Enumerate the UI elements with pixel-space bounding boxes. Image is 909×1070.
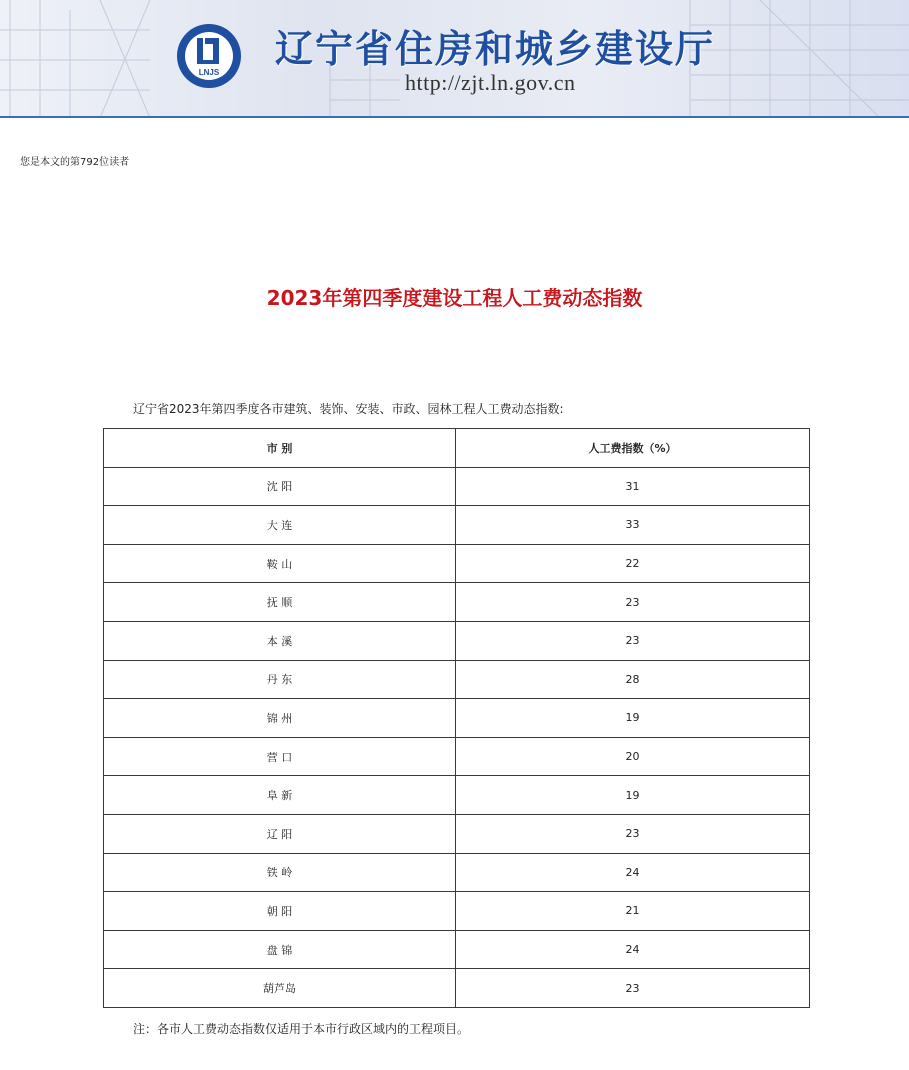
city-cell: 大 连 bbox=[104, 506, 456, 545]
index-cell: 19 bbox=[456, 699, 810, 738]
index-cell: 24 bbox=[456, 930, 810, 969]
index-cell: 20 bbox=[456, 737, 810, 776]
table-row bbox=[104, 621, 810, 660]
intro-text: 辽宁省2023年第四季度各市建筑、装饰、安装、市政、园林工程人工费动态指数: bbox=[133, 402, 564, 416]
column-header-city: 市 别 bbox=[104, 429, 456, 468]
index-cell: 23 bbox=[456, 583, 810, 622]
banner-divider bbox=[0, 116, 909, 118]
reader-count: 您是本文的第792位读者 bbox=[20, 157, 130, 168]
index-cell: 19 bbox=[456, 776, 810, 815]
labor-cost-index-table bbox=[103, 428, 810, 1008]
city-cell: 朝 阳 bbox=[104, 892, 456, 931]
city-cell: 葫芦岛 bbox=[104, 969, 456, 1008]
city-cell: 铁 岭 bbox=[104, 853, 456, 892]
site-title: 辽宁省住房和城乡建设厅 bbox=[275, 26, 716, 71]
city-cell: 锦 州 bbox=[104, 699, 456, 738]
table-row bbox=[104, 853, 810, 892]
table-row bbox=[104, 660, 810, 699]
index-cell: 23 bbox=[456, 969, 810, 1008]
index-cell: 22 bbox=[456, 544, 810, 583]
table-row bbox=[104, 814, 810, 853]
table-row bbox=[104, 699, 810, 738]
document-title: 2023年第四季度建设工程人工费动态指数 bbox=[266, 286, 643, 310]
logo-text: LNJS bbox=[198, 68, 220, 77]
ministry-logo bbox=[175, 22, 243, 90]
index-cell: 28 bbox=[456, 660, 810, 699]
table-row bbox=[104, 544, 810, 583]
table-row bbox=[104, 583, 810, 622]
city-cell: 丹 东 bbox=[104, 660, 456, 699]
index-cell: 24 bbox=[456, 853, 810, 892]
table-row bbox=[104, 930, 810, 969]
index-cell: 31 bbox=[456, 467, 810, 506]
table-row bbox=[104, 506, 810, 545]
city-cell: 营 口 bbox=[104, 737, 456, 776]
city-cell: 鞍 山 bbox=[104, 544, 456, 583]
index-cell: 23 bbox=[456, 814, 810, 853]
city-cell: 沈 阳 bbox=[104, 467, 456, 506]
index-cell: 33 bbox=[456, 506, 810, 545]
city-cell: 抚 顺 bbox=[104, 583, 456, 622]
index-cell: 21 bbox=[456, 892, 810, 931]
city-cell: 本 溪 bbox=[104, 621, 456, 660]
table-row bbox=[104, 892, 810, 931]
city-cell: 辽 阳 bbox=[104, 814, 456, 853]
city-cell: 盘 锦 bbox=[104, 930, 456, 969]
city-cell: 阜 新 bbox=[104, 776, 456, 815]
table-row bbox=[104, 969, 810, 1008]
table-row bbox=[104, 467, 810, 506]
column-header-index: 人工费指数（%） bbox=[456, 429, 810, 468]
table-row bbox=[104, 737, 810, 776]
table-row bbox=[104, 776, 810, 815]
index-cell: 23 bbox=[456, 621, 810, 660]
table-header-row bbox=[104, 429, 810, 468]
site-banner bbox=[0, 0, 909, 118]
footnote: 注：各市人工费动态指数仅适用于本市行政区域内的工程项目。 bbox=[133, 1022, 470, 1036]
site-url[interactable]: http://zjt.ln.gov.cn bbox=[405, 70, 576, 95]
